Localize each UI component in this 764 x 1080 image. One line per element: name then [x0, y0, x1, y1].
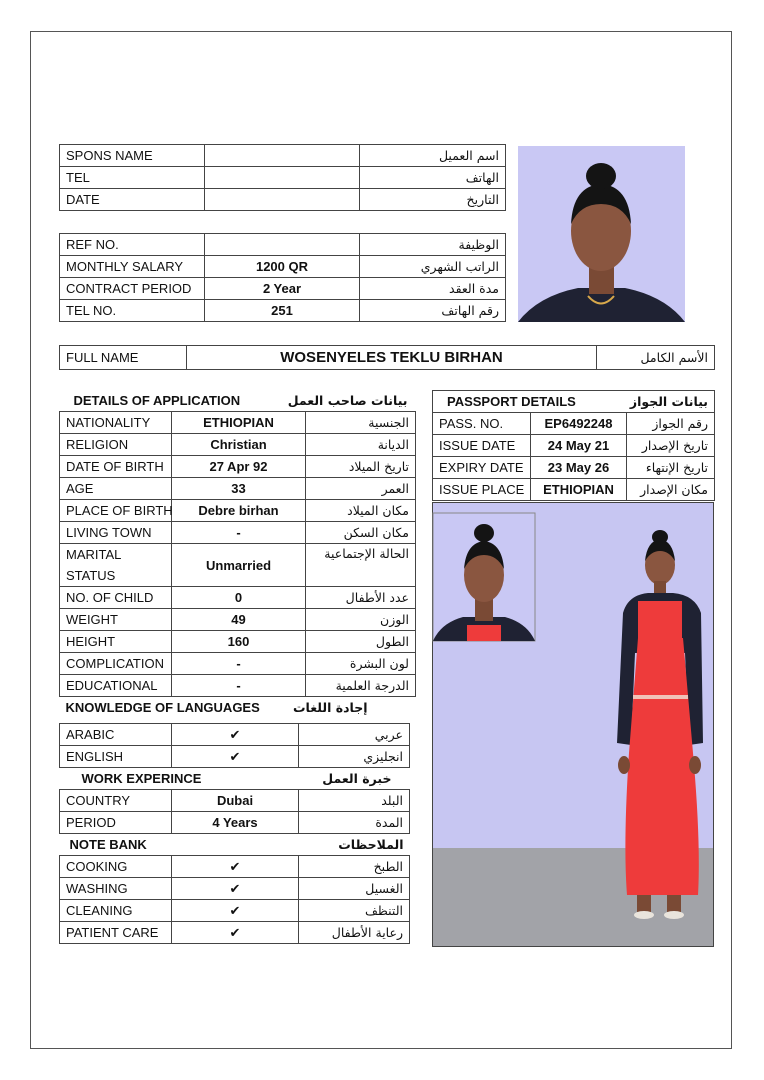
language-label: ENGLISH: [60, 746, 172, 768]
check-icon: ✔: [172, 856, 299, 878]
field-label: NATIONALITY: [60, 412, 172, 434]
field-value: ETHIOPIAN: [172, 412, 306, 434]
skills-table: [59, 723, 410, 944]
table-row: [60, 631, 416, 653]
photo-panel: [432, 502, 714, 947]
section-header: [60, 697, 416, 719]
section-title: PASSPORT DETAILS: [433, 391, 627, 413]
sponsor-row: [60, 189, 506, 211]
skill-label: PATIENT CARE: [60, 922, 172, 944]
field-value: 251: [205, 300, 360, 322]
table-row: [433, 435, 715, 457]
field-label: RELIGION: [60, 434, 172, 456]
field-label: PERIOD: [60, 812, 172, 834]
field-value: 0: [172, 587, 306, 609]
table-row: [60, 790, 410, 812]
field-label-ar: مكان الميلاد: [306, 500, 416, 522]
table-row: [60, 587, 416, 609]
job-row: [60, 234, 506, 256]
sponsor-row: [60, 145, 506, 167]
field-label: NO. OF CHILD: [60, 587, 172, 609]
field-value: 1200 QR: [205, 256, 360, 278]
table-row: [60, 812, 410, 834]
job-row: [60, 256, 506, 278]
job-table: [59, 233, 506, 322]
field-label-ar: الوزن: [306, 609, 416, 631]
field-label: TEL: [60, 167, 205, 189]
field-label-ar: عدد الأطفال: [306, 587, 416, 609]
field-value: -: [172, 653, 306, 675]
field-label-ar: الوظيفة: [360, 234, 506, 256]
language-label: ARABIC: [60, 724, 172, 746]
field-label-ar: تاريخ الميلاد: [306, 456, 416, 478]
language-label-ar: انجليزي: [299, 746, 410, 768]
field-label: ISSUE DATE: [433, 435, 531, 457]
field-label-ar: لون البشرة: [306, 653, 416, 675]
check-icon: ✔: [172, 724, 299, 746]
field-label-ar: مدة العقد: [360, 278, 506, 300]
language-label-ar: عربي: [299, 724, 410, 746]
table-row: [60, 922, 410, 944]
field-label: TEL NO.: [60, 300, 205, 322]
table-row: [60, 856, 410, 878]
skill-label-ar: التنظف: [299, 900, 410, 922]
section-header: [60, 834, 410, 856]
field-label: LIVING TOWN: [60, 522, 172, 544]
field-label-ar: اسم العميل: [360, 145, 506, 167]
passport-table: [432, 390, 715, 501]
table-row: [60, 500, 416, 522]
field-label-ar: التاريخ: [360, 189, 506, 211]
field-label: SPONS NAME: [60, 145, 205, 167]
table-row: [60, 746, 410, 768]
sponsor-table: [59, 144, 506, 211]
field-value[interactable]: [205, 189, 360, 211]
field-label: MONTHLY SALARY: [60, 256, 205, 278]
field-value: 24 May 21: [531, 435, 627, 457]
check-icon: ✔: [172, 922, 299, 944]
field-label: AGE: [60, 478, 172, 500]
field-value: -: [172, 675, 306, 697]
fullname-label-ar: الأسم الكامل: [597, 346, 715, 370]
field-value: Unmarried: [172, 544, 306, 587]
field-label: EXPIRY DATE: [433, 457, 531, 479]
skill-label: COOKING: [60, 856, 172, 878]
job-row: [60, 300, 506, 322]
field-label: HEIGHT: [60, 631, 172, 653]
skill-label-ar: رعاية الأطفال: [299, 922, 410, 944]
field-label-ar: المدة: [299, 812, 410, 834]
field-label-ar: البلد: [299, 790, 410, 812]
table-row: [60, 675, 416, 697]
field-label-ar: مكان الإصدار: [627, 479, 715, 501]
skill-label: WASHING: [60, 878, 172, 900]
field-value: 49: [172, 609, 306, 631]
field-label-ar: الديانة: [306, 434, 416, 456]
field-value: Christian: [172, 434, 306, 456]
section-title: DETAILS OF APPLICATION: [73, 393, 241, 408]
field-value[interactable]: [205, 145, 360, 167]
field-label: COMPLICATION: [60, 653, 172, 675]
section-header: [60, 390, 416, 412]
sponsor-row: [60, 167, 506, 189]
field-label: ISSUE PLACE: [433, 479, 531, 501]
check-icon: ✔: [172, 878, 299, 900]
table-row: [60, 522, 416, 544]
section-title-ar: إجادة اللغات: [292, 700, 368, 715]
field-value: 160: [172, 631, 306, 653]
application-table: [59, 390, 416, 718]
section-title-ar: خبرة العمل: [322, 771, 392, 786]
table-row: [60, 900, 410, 922]
section-title: NOTE BANK: [69, 837, 147, 852]
field-label-ar: تاريخ الإنتهاء: [627, 457, 715, 479]
section-title-ar: الملاحظات: [338, 837, 404, 852]
check-icon: ✔: [172, 746, 299, 768]
section-title: KNOWLEDGE OF LANGUAGES: [65, 700, 260, 715]
section-title-ar: بيانات صاحب العمل: [287, 393, 408, 408]
table-row: [60, 544, 416, 587]
field-label-ar: الدرجة العلمية: [306, 675, 416, 697]
field-value: Dubai: [172, 790, 299, 812]
field-label-ar: الراتب الشهري: [360, 256, 506, 278]
full-body-photo: [433, 503, 713, 946]
table-row: [60, 878, 410, 900]
field-label-ar: تاريخ الإصدار: [627, 435, 715, 457]
field-value: ETHIOPIAN: [531, 479, 627, 501]
table-row: [433, 457, 715, 479]
field-label-ar: مكان السكن: [306, 522, 416, 544]
table-row: [60, 653, 416, 675]
field-label: REF NO.: [60, 234, 205, 256]
field-value[interactable]: [205, 167, 360, 189]
section-header: [433, 391, 715, 413]
field-label-ar: الطول: [306, 631, 416, 653]
field-label: PASS. NO.: [433, 413, 531, 435]
fullname-row: [60, 346, 715, 370]
field-value: -: [172, 522, 306, 544]
field-label-ar: رقم الجواز: [627, 413, 715, 435]
skill-label-ar: الغسيل: [299, 878, 410, 900]
portrait-image: [518, 146, 685, 322]
table-row: [60, 456, 416, 478]
check-icon: ✔: [172, 900, 299, 922]
fullname-label: FULL NAME: [60, 346, 187, 370]
field-label: PLACE OF BIRTH: [60, 500, 172, 522]
field-label-ar: العمر: [306, 478, 416, 500]
field-label-ar: الحالة الإجتماعية: [306, 544, 416, 587]
field-value: 4 Years: [172, 812, 299, 834]
field-label: DATE OF BIRTH: [60, 456, 172, 478]
field-label: [60, 544, 172, 587]
table-row: [433, 479, 715, 501]
table-row: [433, 413, 715, 435]
field-value: 33: [172, 478, 306, 500]
field-label: EDUCATIONAL: [60, 675, 172, 697]
field-value: Debre birhan: [172, 500, 306, 522]
field-label-ar: رقم الهاتف: [360, 300, 506, 322]
section-header: [60, 768, 410, 790]
field-value: 23 May 26: [531, 457, 627, 479]
table-row: [60, 724, 410, 746]
field-label-ar: الجنسية: [306, 412, 416, 434]
skill-label: CLEANING: [60, 900, 172, 922]
section-title-ar: بيانات الجواز: [627, 391, 715, 413]
field-value: EP6492248: [531, 413, 627, 435]
field-label-ar: الهاتف: [360, 167, 506, 189]
field-label-line1: MARITAL: [66, 547, 122, 562]
fullname-table: [59, 345, 715, 370]
skill-label-ar: الطبخ: [299, 856, 410, 878]
job-row: [60, 278, 506, 300]
table-row: [60, 478, 416, 500]
fullname-value: WOSENYELES TEKLU BIRHAN: [187, 346, 597, 370]
section-title: WORK EXPERINCE: [81, 771, 202, 786]
field-label: CONTRACT PERIOD: [60, 278, 205, 300]
field-value: [205, 234, 360, 256]
field-value: 2 Year: [205, 278, 360, 300]
field-label: DATE: [60, 189, 205, 211]
table-row: [60, 434, 416, 456]
field-label-line2: STATUS: [66, 568, 116, 583]
table-row: [60, 609, 416, 631]
table-row: [60, 412, 416, 434]
field-label: COUNTRY: [60, 790, 172, 812]
field-label: WEIGHT: [60, 609, 172, 631]
field-value: 27 Apr 92: [172, 456, 306, 478]
portrait-photo: [518, 146, 685, 322]
